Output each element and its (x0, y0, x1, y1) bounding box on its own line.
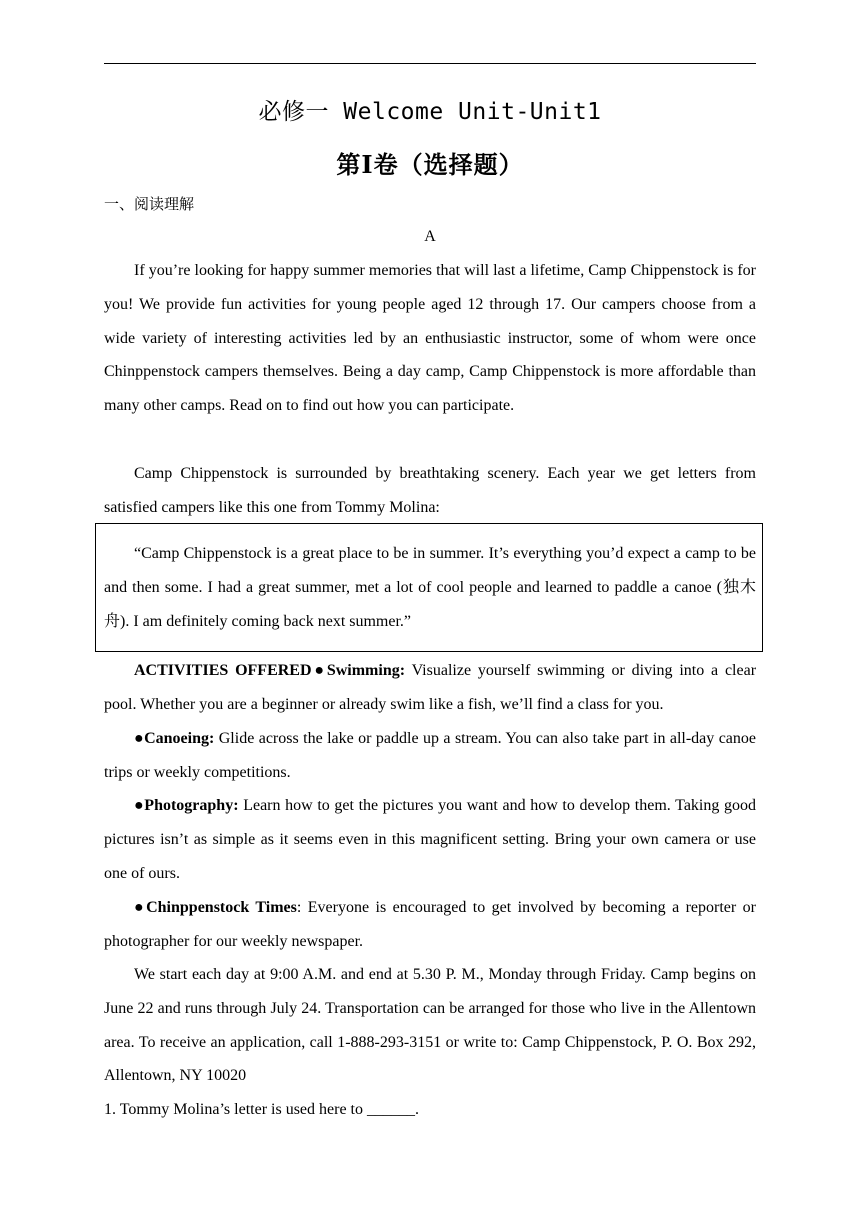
photography-label: ●Photography: (134, 797, 239, 814)
paragraph-scenery: Camp Chippenstock is surrounded by breathtaking scenery. Each year we get letters from satisfied campers like this one from Tommy Molina: (104, 465, 756, 516)
section-heading: 一、阅读理解 (104, 195, 195, 213)
swimming-label: ●Swimming: (311, 662, 406, 679)
times-label: ●Chinppenstock Times (134, 899, 297, 916)
quote-box (95, 523, 763, 652)
canoeing-text: Glide across the lake or paddle up a stream. You can also take part in all-day canoe trips or weekly competitions. (104, 730, 757, 781)
passage-label: A (424, 228, 436, 245)
photography-text: Learn how to get the pictures you want and how to develop them. Taking good pictures isn’t as simple as it seems even in this magnificent setting. Bring your own camera or use one of ours. (104, 797, 757, 882)
times-text: : Everyone is encouraged to get involved by becoming a reporter or photographer for our weekly newspaper. (104, 899, 756, 950)
paragraph-intro: If you’re looking for happy summer memories that will last a lifetime, Camp Chippenstock is for you! We provide fun activities for young people aged 12 through 17. Our campers choose from a wide variety of interesting activities led by an enthusiastic instructor, some of whom were once Chinppenstock campers themselves. Being a day camp, Camp Chippenstock is more affordable than many other camps. Read on to find out how you can participate. (104, 262, 756, 415)
swimming-text: Visualize yourself swimming or diving into a clear pool. Whether you are a beginner or already swim like a fish, we’ll find a class for you. (104, 662, 757, 713)
quote-text: “Camp Chippenstock is a great place to be in summer. It’s everything you’d expect a camp to be and then some. I had a great summer, met a lot of cool people and learned to paddle a canoe (独木舟). I am definitely coming back next summer.” (104, 545, 756, 630)
document-subtitle: 第Ⅰ卷（选择题） (336, 150, 524, 179)
paragraph-photography (104, 789, 756, 890)
paragraph-canoeing (104, 722, 756, 790)
question-1: 1. Tommy Molina’s letter is used here to ______. (104, 1101, 419, 1118)
activities-heading: ACTIVITIES OFFERED (134, 662, 312, 679)
paragraph-swimming (104, 654, 756, 722)
canoeing-label: ●Canoeing: (134, 730, 215, 747)
document-title: 必修一 Welcome Unit-Unit1 (258, 99, 602, 125)
header-rule (104, 63, 756, 64)
paragraph-times (104, 891, 756, 959)
paragraph-schedule: We start each day at 9:00 A.M. and end at 5.30 P. M., Monday through Friday. Camp begins on June 22 and runs through July 24. Transportation can be arranged for those who live in the Allentown area. To receive an application, call 1-888-293-3151 or write to: Camp Chippenstock, P. O. Box 292, Allentown, NY 10020 (104, 966, 756, 1085)
